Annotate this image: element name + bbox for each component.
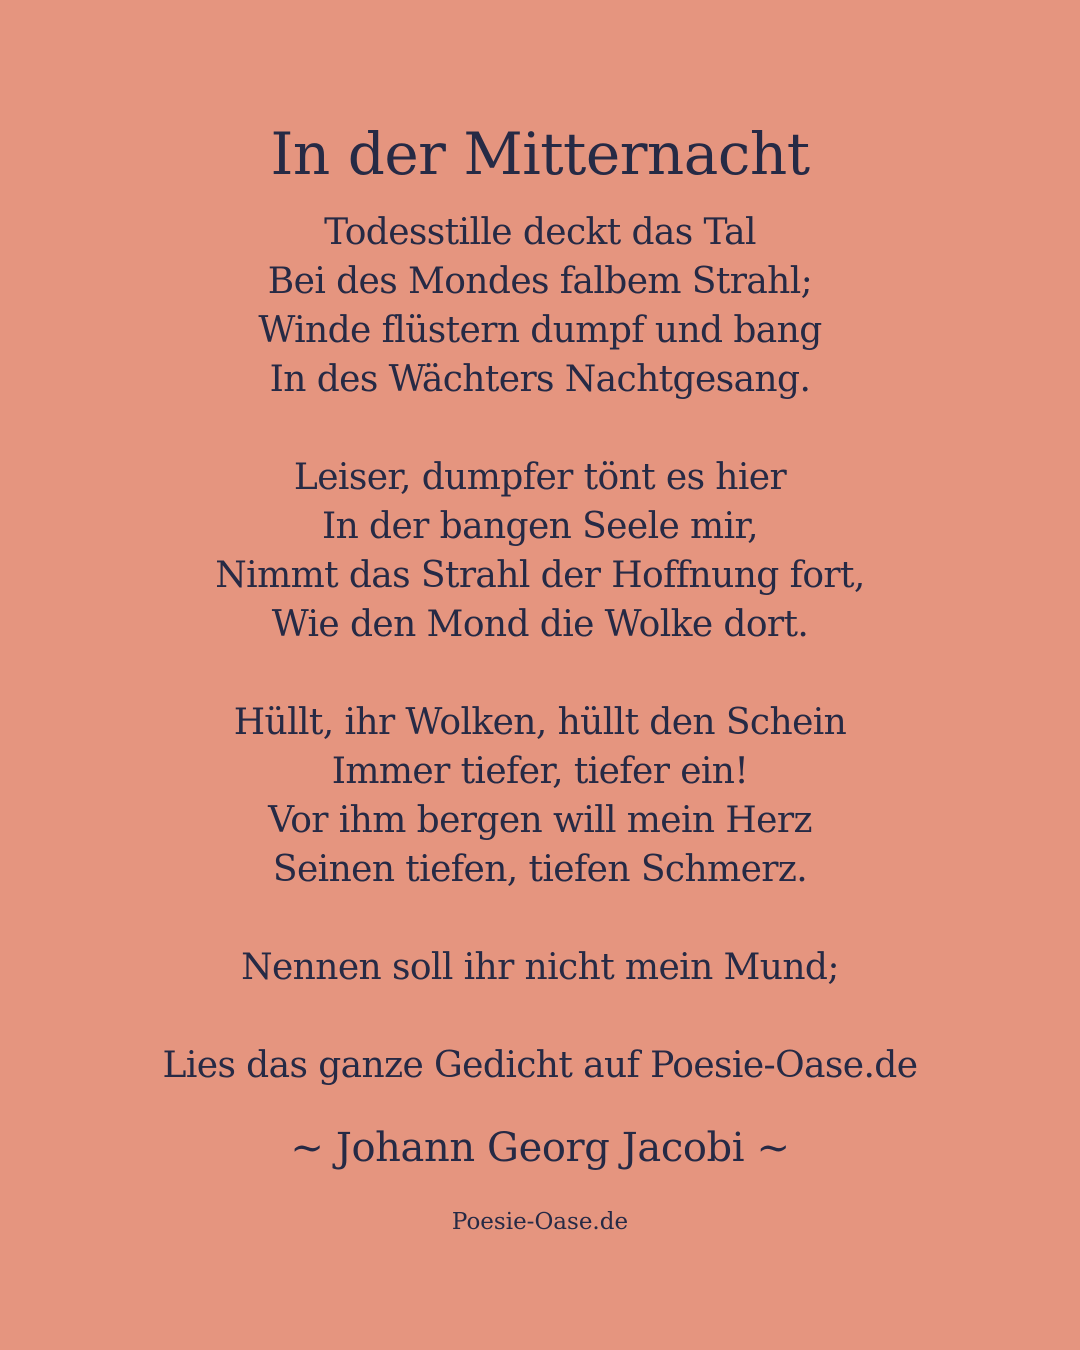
poem-line: In des Wächters Nachtgesang. [269, 359, 811, 400]
poem-line: Immer tiefer, tiefer ein! [331, 751, 749, 792]
poem-line: Winde flüstern dumpf und bang [258, 310, 822, 351]
poem-line: Todesstille deckt das Tal [324, 212, 756, 253]
poem-line: In der bangen Seele mir, [321, 506, 758, 547]
poem-line: Hüllt, ihr Wolken, hüllt den Schein [233, 702, 847, 743]
footer-brand: Poesie-Oase.de [451, 1209, 629, 1235]
stanza [0, 698, 1080, 894]
poem-title: In der Mitternacht [270, 120, 810, 188]
read-more-text: Lies das ganze Gedicht auf Poesie-Oase.de [162, 1045, 918, 1086]
stanza [0, 453, 1080, 649]
poem-line: Leiser, dumpfer tönt es hier [293, 457, 787, 498]
poem-line: Wie den Mond die Wolke dort. [271, 604, 809, 645]
poem-line: Bei des Mondes falbem Strahl; [267, 261, 813, 302]
poem-line: Vor ihm bergen will mein Herz [268, 800, 812, 841]
poem-line: Nimmt das Strahl der Hoffnung fort, [215, 555, 865, 596]
poem-line: Seinen tiefen, tiefen Schmerz. [272, 849, 808, 890]
stanza [0, 208, 1080, 404]
stanza [0, 943, 1080, 992]
poem-line: Nennen soll ihr nicht mein Mund; [241, 947, 839, 988]
author-name: ~ Johann Georg Jacobi ~ [290, 1125, 790, 1171]
poem-body [0, 208, 1080, 1041]
